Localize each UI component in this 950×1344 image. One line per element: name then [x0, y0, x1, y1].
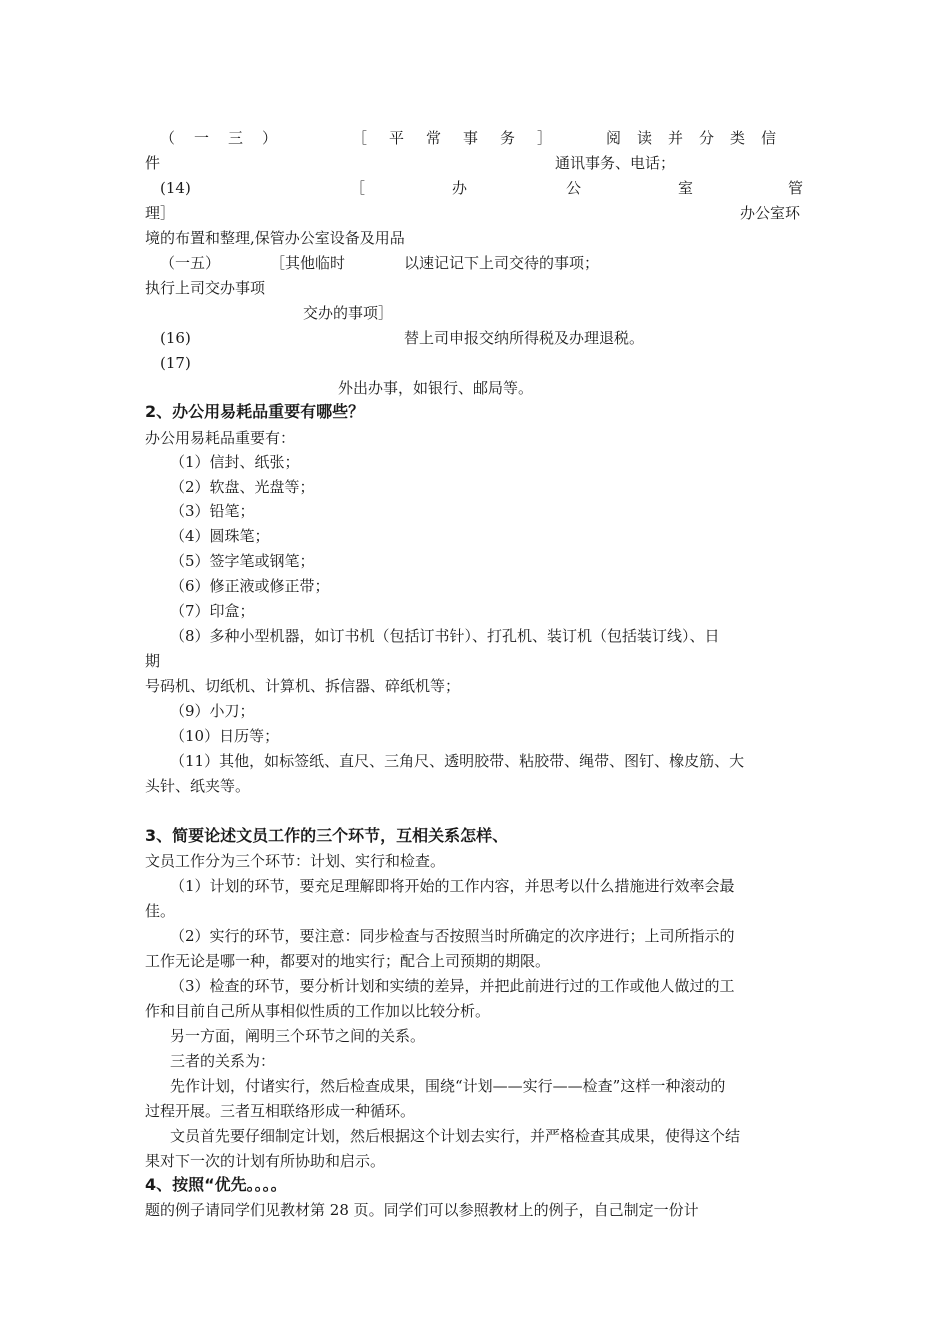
paragraph-line: 工作无论是哪一种，都要对的地实行；配合上司预期的期限。 [145, 952, 551, 970]
row14-category-end: 理］ [145, 204, 176, 222]
row14-category-char1: 办 [452, 179, 468, 197]
row17-desc: 外出办事，如银行、邮局等。 [338, 379, 534, 397]
list-item: （6）修正液或修正带； [170, 577, 330, 595]
section2-intro: 办公用易耗品重要有： [145, 429, 296, 447]
row13-number: （一三） [160, 129, 297, 147]
section2-heading: 2、办公用易耗品重要有哪些？ [145, 402, 365, 421]
row13-category: ［平常事务］ [352, 129, 575, 147]
row16-number: (16) [160, 329, 191, 347]
row17-number: (17) [160, 354, 191, 372]
paragraph-line: 三者的关系为： [170, 1052, 276, 1070]
list-item: （9）小刀； [170, 702, 255, 720]
row14-category-char3: 室 [678, 179, 694, 197]
row16-desc: 替上司申报交纳所得税及办理退税。 [404, 329, 645, 347]
paragraph-line: （2）实行的环节，要注意：同步检查与否按照当时所确定的次序进行；上司所指示的 [170, 927, 735, 945]
list-item: （4）圆珠笔； [170, 527, 270, 545]
row15-desc-2: 执行上司交办事项 [145, 279, 266, 297]
list-item: （3）铅笔； [170, 502, 255, 520]
list-item-cont: 号码机、切纸机、计算机、拆信器、碎纸机等； [145, 677, 461, 695]
list-item: （11）其他，如标签纸、直尺、三角尺、透明胶带、粘胶带、绳带、图钉、橡皮筋、大 [170, 752, 745, 770]
section3-heading: 3、简要论述文员工作的三个环节，互相关系怎样、 [145, 826, 509, 845]
paragraph-line: （3）检查的环节，要分析计划和实绩的差异，并把此前进行过的工作或他人做过的工 [170, 977, 735, 995]
row14-category-char2: 公 [566, 179, 582, 197]
row13-desc-cont: 件 [145, 154, 161, 172]
row15-number: （一五） [160, 254, 221, 272]
row14-category-bracket: ［ [350, 179, 366, 197]
list-item: （1）信封、纸张； [170, 453, 300, 471]
row15-desc: 以速记记下上司交待的事项； [404, 254, 600, 272]
row13-desc: 阅读并分类信 [606, 129, 793, 147]
row15-category-cont: 交办的事项］ [303, 304, 394, 322]
paragraph-line: 先作计划，付诸实行，然后检查成果，围绕“计划——实行——检查”这样一种滚动的 [170, 1077, 726, 1095]
list-item: （2）软盘、光盘等； [170, 478, 315, 496]
paragraph-line: 果对下一次的计划有所协助和启示。 [145, 1152, 386, 1170]
list-item: （10）日历等； [170, 727, 280, 745]
section4-heading: 4、按照“优先。。。。 [145, 1175, 287, 1194]
paragraph-line: 另一方面，阐明三个环节之间的关系。 [170, 1027, 426, 1045]
list-item: （8）多种小型机器，如订书机（包括订书针）、打孔机、装订机（包括装订线）、日 [170, 627, 720, 645]
paragraph-line: 作和目前自己所从事相似性质的工作加以比较分析。 [145, 1002, 491, 1020]
list-item: （5）签字笔或钢笔； [170, 552, 315, 570]
row14-category-char4: 管 [788, 179, 804, 197]
row14-number: (14) [160, 179, 191, 197]
paragraph-line: （1）计划的环节，要充足理解即将开始的工作内容，并思考以什么措施进行效率会最 [170, 877, 735, 895]
paragraph-line: 文员工作分为三个环节：计划、实行和检查。 [145, 852, 446, 870]
list-item-cont: 头针、纸夹等。 [145, 777, 251, 795]
paragraph-line: 文员首先要仔细制定计划，然后根据这个计划去实行，并严格检查其成果，使得这个结 [170, 1127, 741, 1145]
row15-category: ［其他临时 [270, 254, 346, 272]
list-item: （7）印盒； [170, 602, 255, 620]
row14-desc-cont: 境的布置和整理,保管办公室设备及用品 [145, 229, 405, 247]
row13-desc-2: 通讯事务、电话； [555, 154, 676, 172]
list-item-cont: 期 [145, 652, 161, 670]
paragraph-line: 佳。 [145, 902, 176, 920]
row14-desc: 办公室环 [740, 204, 801, 222]
paragraph-line: 过程开展。三者互相联络形成一种循环。 [145, 1102, 416, 1120]
paragraph-line: 题的例子请同学们见教材第 28 页。同学们可以参照教材上的例子，自己制定一份计 [145, 1201, 699, 1219]
